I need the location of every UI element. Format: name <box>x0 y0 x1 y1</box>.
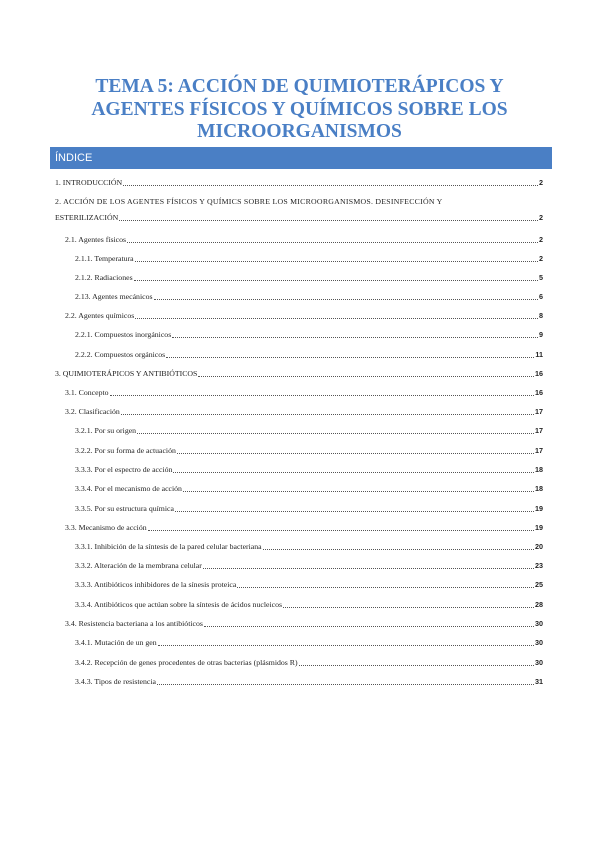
toc-entry-label: 3. QUIMIOTERÁPICOS Y ANTIBIÓTICOS <box>55 369 198 378</box>
toc-entry-page: 30 <box>535 638 543 647</box>
toc-entry-label: 3.1. Concepto <box>65 388 109 397</box>
toc-entry-label: 3.3.4. Antibióticos que actúan sobre la síntesis de ácidos nucleicos <box>75 600 283 609</box>
toc-entry-page: 9 <box>539 330 543 339</box>
toc-entry-label: 3.2.1. Por su origen <box>75 426 137 435</box>
toc-entry-recepcion-genes[interactable] <box>75 658 543 668</box>
toc-entry-accion-line1[interactable]: 2. ACCIÓN DE LOS AGENTES FÍSICOS Y QUÍMICS SOBRE LOS MICROORGANISMOS. DESINFECCIÓN Y <box>55 197 443 206</box>
toc-leader-dots <box>135 260 538 262</box>
toc-entry-page: 25 <box>535 580 543 589</box>
toc-entry-label: 2.2.2. Compuestos orgánicos <box>75 350 166 359</box>
toc-entry-page: 8 <box>539 311 543 320</box>
toc-leader-dots <box>123 184 538 186</box>
toc-entry-page: 17 <box>535 426 543 435</box>
toc-entry-label: 2.1.2. Radiaciones <box>75 273 133 282</box>
toc-entry-label: 1. INTRODUCCIÓN <box>55 178 123 187</box>
toc-entry-agentes-quimicos[interactable] <box>65 311 543 321</box>
toc-entry-page: 23 <box>535 561 543 570</box>
toc-entry-page: 20 <box>535 542 543 551</box>
toc-leader-dots <box>110 394 534 396</box>
toc-entry-radiaciones[interactable] <box>75 273 543 283</box>
toc-entry-page: 30 <box>535 619 543 628</box>
toc-entry-page: 18 <box>535 465 543 474</box>
toc-entry-por-su-origen[interactable] <box>75 426 543 436</box>
title-line-2: AGENTES FÍSICOS Y QUÍMICOS SOBRE LOS <box>91 98 508 120</box>
toc-entry-page: 2 <box>539 178 543 187</box>
toc-leader-dots <box>204 625 534 627</box>
toc-entry-temperatura[interactable] <box>75 254 543 264</box>
toc-entry-mutacion-gen[interactable] <box>75 638 543 648</box>
toc-leader-dots <box>154 298 538 300</box>
toc-entry-label: 2.1.1. Temperatura <box>75 254 134 263</box>
toc-entry-resistencia-bacteriana[interactable] <box>65 619 543 629</box>
toc-leader-dots <box>134 279 538 281</box>
toc-entry-page: 31 <box>535 677 543 686</box>
toc-leader-dots <box>119 219 538 221</box>
toc-entry-agentes-mecanicos[interactable] <box>75 292 543 302</box>
toc-entry-sinesis-proteica[interactable] <box>75 580 543 590</box>
toc-entry-accion-agentes[interactable] <box>55 213 543 223</box>
toc-leader-dots <box>157 683 534 685</box>
toc-entry-quimioterapicos[interactable] <box>55 369 543 379</box>
toc-entry-compuestos-inorganicos[interactable] <box>75 330 543 340</box>
toc-leader-dots <box>299 664 534 666</box>
toc-leader-dots <box>175 510 534 512</box>
toc-entry-label: 3.2.2. Por su forma de actuación <box>75 446 176 455</box>
toc-entry-label: 2.13. Agentes mecánicos <box>75 292 153 301</box>
toc-entry-label: 3.3. Mecanismo de acción <box>65 523 147 532</box>
toc-entry-label: 2.1. Agentes físicos <box>65 235 127 244</box>
toc-entry-label: 3.3.3. Antibióticos inhibidores de la sínesis proteica <box>75 580 237 589</box>
toc-entry-page: 30 <box>535 658 543 667</box>
toc-entry-page: 2 <box>539 213 543 222</box>
toc-entry-membrana-celular[interactable] <box>75 561 543 571</box>
toc-leader-dots <box>263 548 534 550</box>
toc-entry-label: 3.4.3. Tipos de resistencia <box>75 677 156 686</box>
toc-entry-estructura-quimica[interactable] <box>75 504 543 514</box>
toc-leader-dots <box>137 432 534 434</box>
toc-entry-page: 17 <box>535 407 543 416</box>
toc-entry-compuestos-organicos[interactable] <box>75 350 543 360</box>
toc-entry-label: 3.3.4. Por el mecanismo de acción <box>75 484 182 493</box>
toc-entry-mecanismo-accion[interactable] <box>65 523 543 533</box>
toc-leader-dots <box>166 356 534 358</box>
toc-entry-page: 19 <box>535 504 543 513</box>
toc-entry-label: 3.4.1. Mutación de un gen <box>75 638 157 647</box>
toc-leader-dots <box>158 644 534 646</box>
title-line-3: MICROORGANISMOS <box>197 121 402 142</box>
toc-entry-page: 16 <box>535 388 543 397</box>
toc-entry-pared-celular[interactable] <box>75 542 543 552</box>
toc-entry-label: 3.4.2. Recepción de genes procedentes de otras bacterias (plásmidos R) <box>75 658 298 667</box>
toc-entry-page: 2 <box>539 254 543 263</box>
toc-entry-label: 3.3.1. Inhibición de la síntesis de la pared celular bacteriana <box>75 542 262 551</box>
toc-entry-page: 28 <box>535 600 543 609</box>
toc-leader-dots <box>198 375 534 377</box>
toc-entry-acidos-nucleicos[interactable] <box>75 600 543 610</box>
index-heading: ÍNDICE <box>55 152 93 164</box>
toc-entry-page: 5 <box>539 273 543 282</box>
toc-entry-label: 3.4. Resistencia bacteriana a los antibióticos <box>65 619 203 628</box>
title-line-1: TEMA 5: ACCIÓN DE QUIMIOTERÁPICOS Y <box>95 76 504 97</box>
toc-leader-dots <box>121 413 534 415</box>
toc-entry-page: 19 <box>535 523 543 532</box>
toc-entry-agentes-fisicos[interactable] <box>65 235 543 245</box>
toc-entry-page: 16 <box>535 369 543 378</box>
toc-entry-label: 2.2. Agentes químicos <box>65 311 135 320</box>
toc-leader-dots <box>135 317 538 319</box>
toc-entry-page: 11 <box>535 350 543 359</box>
toc-leader-dots <box>183 490 534 492</box>
toc-leader-dots <box>283 606 534 608</box>
toc-entry-page: 18 <box>535 484 543 493</box>
toc-leader-dots <box>237 586 534 588</box>
toc-leader-dots <box>173 471 534 473</box>
toc-entry-label: 3.3.2. Alteración de la membrana celular <box>75 561 202 570</box>
toc-entry-label: 2.2.1. Compuestos inorgánicos <box>75 330 172 339</box>
toc-entry-page: 2 <box>539 235 543 244</box>
toc-entry-tipos-resistencia[interactable] <box>75 677 543 687</box>
toc-entry-espectro-accion[interactable] <box>75 465 543 475</box>
toc-entry-page: 17 <box>535 446 543 455</box>
toc-entry-label: ESTERILIZACIÓN <box>55 213 119 222</box>
toc-entry-page: 6 <box>539 292 543 301</box>
toc-entry-forma-actuacion[interactable] <box>75 446 543 456</box>
toc-leader-dots <box>127 241 538 243</box>
toc-entry-label: 3.3.3. Por el espectro de acción <box>75 465 173 474</box>
toc-leader-dots <box>177 452 534 454</box>
toc-leader-dots <box>148 529 534 531</box>
toc-entry-mecanismo-accion-clasif[interactable] <box>75 484 543 494</box>
toc-entry-label: 3.3.5. Por su estructura química <box>75 504 174 513</box>
toc-leader-dots <box>203 567 534 569</box>
toc-entry-clasificacion[interactable] <box>65 407 543 417</box>
toc-entry-introduccion[interactable] <box>55 178 543 188</box>
toc-leader-dots <box>172 336 538 338</box>
toc-entry-concepto[interactable] <box>65 388 543 398</box>
toc-entry-label: 3.2. Clasificación <box>65 407 120 416</box>
